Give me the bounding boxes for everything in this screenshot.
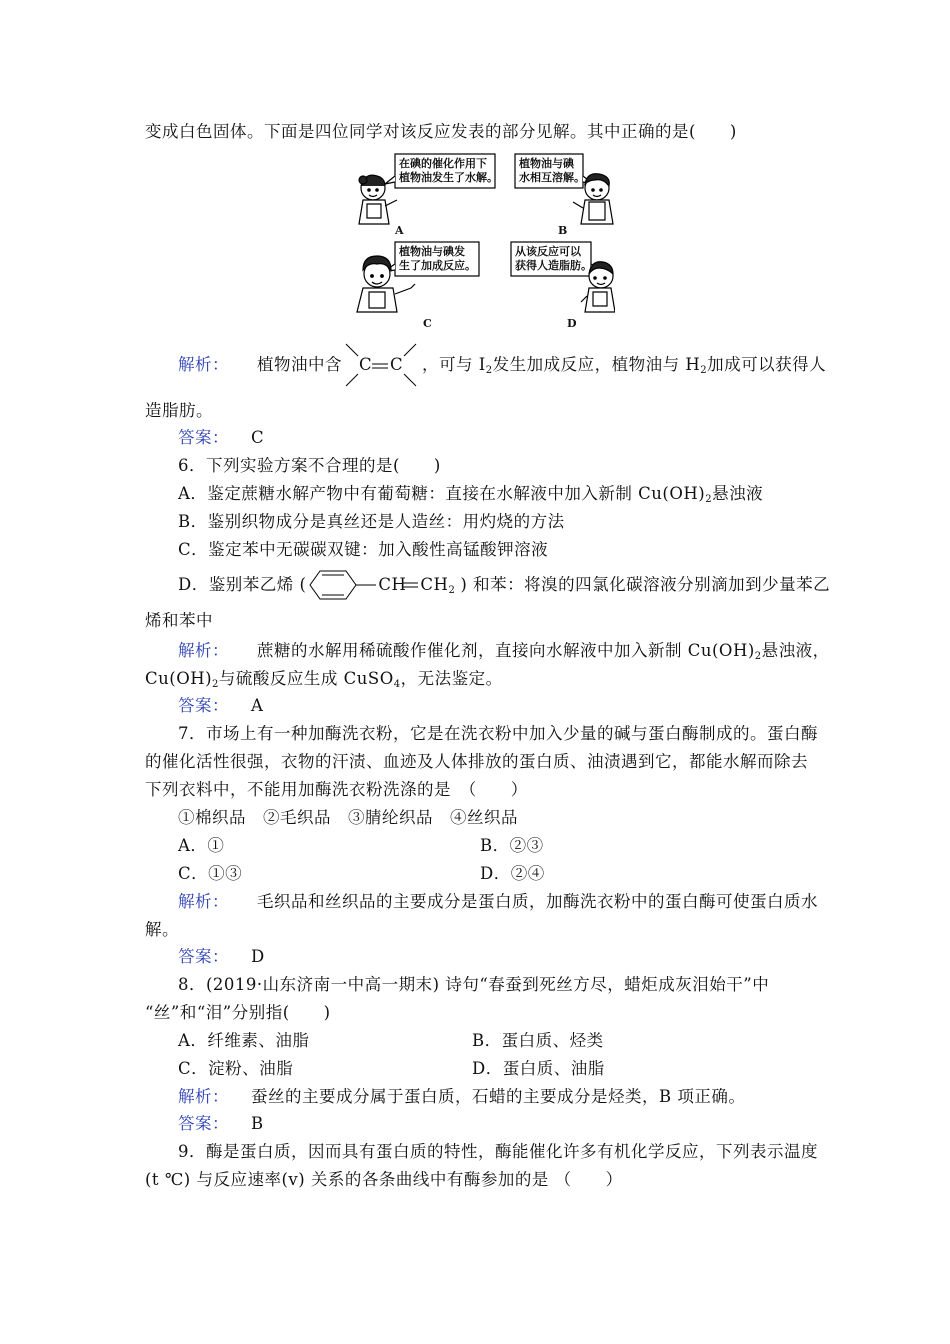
- panel-label-a: A: [395, 224, 404, 237]
- q6-answer-value: A: [251, 696, 264, 715]
- bubble-a-line1: 在碘的催化作用下: [399, 157, 487, 170]
- q6-analysis-line2: [145, 668, 503, 690]
- q5-analysis-mid2: 发生加成反应，植物油与 H: [492, 355, 701, 374]
- bubble-c-line1: 植物油与碘发: [399, 245, 465, 258]
- bubble-b-line1: 植物油与碘: [519, 157, 574, 170]
- answer-label: 答案：: [178, 428, 229, 447]
- panel-label-c: C: [423, 317, 432, 330]
- q7-stem-3: 下列衣料中，不能用加酶洗衣粉洗涤的是 （ ）: [145, 780, 528, 799]
- answer-label: 答案：: [178, 947, 229, 966]
- panel-label-b: B: [558, 224, 568, 237]
- q6-answer: [178, 695, 263, 717]
- bubble-d-line1: 从该反应可以: [515, 245, 581, 258]
- q6-analysis2-b: 与硫酸反应生成 CuSO: [218, 669, 394, 688]
- q7-answer: [178, 946, 265, 968]
- q7-items: ①棉织品 ②毛织品 ③腈纶织品 ④丝织品: [178, 808, 518, 827]
- q8-option-d: D．蛋白质、油脂: [472, 1059, 605, 1078]
- q7-option-c: C．①③: [178, 864, 243, 883]
- bubble-d-line2: 获得人造脂肪。: [515, 259, 592, 272]
- analysis-label: 解析：: [178, 1087, 229, 1106]
- cc-bond-lines: [342, 342, 422, 388]
- bubble-c-text: [399, 245, 476, 273]
- q6-analysis2-sub2: 4: [393, 679, 401, 690]
- q8-stem-2: “丝”和“泪”分别指( ): [145, 1003, 331, 1022]
- cc-right-atom: C: [390, 355, 404, 374]
- styrene-structure: [306, 574, 460, 596]
- q6-option-d: [178, 574, 830, 596]
- q5-analysis-line2: 造脂肪。: [145, 401, 213, 420]
- styrene-ch: CH: [378, 575, 407, 594]
- q6-option-d-pre: D．鉴别苯乙烯 (: [178, 575, 307, 594]
- q5-analysis-pre: 植物油中含: [257, 355, 342, 374]
- i2-subscript: 2: [485, 365, 493, 376]
- q5-analysis-mid: ，可与 I: [422, 355, 486, 374]
- q6-option-d-line2: 烯和苯中: [145, 611, 213, 630]
- q7-analysis-line2: 解。: [145, 920, 179, 939]
- cc-double-bond-structure: [342, 354, 422, 376]
- q8-answer: [178, 1113, 264, 1135]
- intro-line: 变成白色固体。下面是四位同学对该反应发表的部分见解。其中正确的是( ): [145, 122, 737, 141]
- analysis-label: 解析：: [178, 355, 229, 374]
- students-figure: [355, 152, 615, 332]
- q6-analysis-end: 悬浊液，: [761, 641, 830, 660]
- bubble-d-text: [515, 245, 592, 273]
- bubble-b-line2: 水相互溶解。: [519, 171, 585, 184]
- styrene-ch2-text: CH: [420, 575, 449, 594]
- q7-answer-value: D: [251, 947, 265, 966]
- q5-answer: [178, 427, 264, 449]
- h2-subscript: 2: [700, 365, 708, 376]
- styrene-ch2-sub: 2: [448, 585, 456, 596]
- q7-option-a: A．①: [178, 836, 225, 855]
- analysis-label: 解析：: [178, 641, 229, 660]
- q6-analysis2-a: Cu(OH): [145, 669, 213, 688]
- q6-analysis-sub: 2: [754, 651, 762, 662]
- answer-label: 答案：: [178, 1114, 229, 1133]
- q6-option-b: B．鉴别织物成分是真丝还是人造丝：用灼烧的方法: [178, 512, 565, 531]
- q7-stem-2: 的催化活性很强，衣物的汗渍、血迹及人体排放的蛋白质、油渍遇到它，都能水解而除去: [145, 752, 808, 771]
- analysis-label: 解析：: [178, 892, 229, 911]
- bubble-a-text: [399, 157, 498, 185]
- q9-stem-2: (t ℃) 与反应速率(v) 关系的各条曲线中有酶参加的是 （ ）: [145, 1170, 623, 1189]
- q6-analysis: [178, 640, 830, 662]
- q6-option-d-post: ) 和苯：将溴的四氯化碳溶液分别滴加到少量苯乙: [460, 575, 831, 594]
- q6-option-a-text: A．鉴定蔗糖水解产物中有葡萄糖：直接在水解液中加入新制 Cu(OH): [178, 484, 706, 503]
- bubble-b-text: [519, 157, 585, 185]
- q6-analysis2-c: ，无法鉴定。: [400, 669, 503, 688]
- q6-stem: 6．下列实验方案不合理的是( ): [178, 456, 441, 475]
- q7-analysis: [178, 891, 818, 913]
- q6-option-a: [178, 483, 763, 505]
- q8-option-c: C．淀粉、油脂: [178, 1059, 294, 1078]
- styrene-ch2: [420, 574, 455, 596]
- q8-stem-1: 8．(2019·山东济南一中高一期末) 诗句“春蚕到死丝方尽，蜡炬成灰泪始干”中: [178, 975, 770, 994]
- q8-analysis-text: 蚕丝的主要成分属于蛋白质，石蜡的主要成分是烃类，B 项正确。: [251, 1087, 746, 1106]
- panel-label-d: D: [567, 317, 577, 330]
- q6-option-a-sub: 2: [705, 494, 713, 505]
- q5-answer-value: C: [251, 428, 265, 447]
- q7-option-d: D．②④: [480, 864, 545, 883]
- answer-label: 答案：: [178, 696, 229, 715]
- q6-option-a-end: 悬浊液: [712, 484, 764, 503]
- cc-left-atom: C: [359, 355, 373, 374]
- q8-answer-value: B: [251, 1114, 264, 1133]
- q7-option-b: B．②③: [480, 836, 544, 855]
- q8-option-a: A．纤维素、油脂: [178, 1031, 310, 1050]
- q7-stem-1: 7．市场上有一种加酶洗衣粉，它是在洗衣粉中加入少量的碱与蛋白酶制成的。蛋白酶: [178, 724, 818, 743]
- q9-stem-1: 9．酶是蛋白质，因而具有蛋白质的特性，酶能催化许多有机化学反应，下列表示温度: [178, 1142, 818, 1161]
- q8-analysis: [178, 1086, 745, 1108]
- q8-option-b: B．蛋白质、烃类: [472, 1031, 604, 1050]
- bubble-c-line2: 生了加成反应。: [399, 259, 476, 272]
- bubble-a-line2: 植物油发生了水解。: [399, 171, 498, 184]
- q6-analysis2-sub: 2: [212, 679, 219, 690]
- q6-option-c: C．鉴定苯中无碳碳双键：加入酸性高锰酸钾溶液: [178, 540, 549, 559]
- q5-analysis-end: 加成可以获得人: [707, 355, 827, 374]
- q5-analysis: [178, 354, 826, 376]
- q6-analysis-text: 蔗糖的水解用稀硫酸作催化剂，直接向水解液中加入新制 Cu(OH): [257, 641, 755, 660]
- q7-analysis-text: 毛织品和丝织品的主要成分是蛋白质，加酶洗衣粉中的蛋白酶可使蛋白质水: [257, 892, 818, 911]
